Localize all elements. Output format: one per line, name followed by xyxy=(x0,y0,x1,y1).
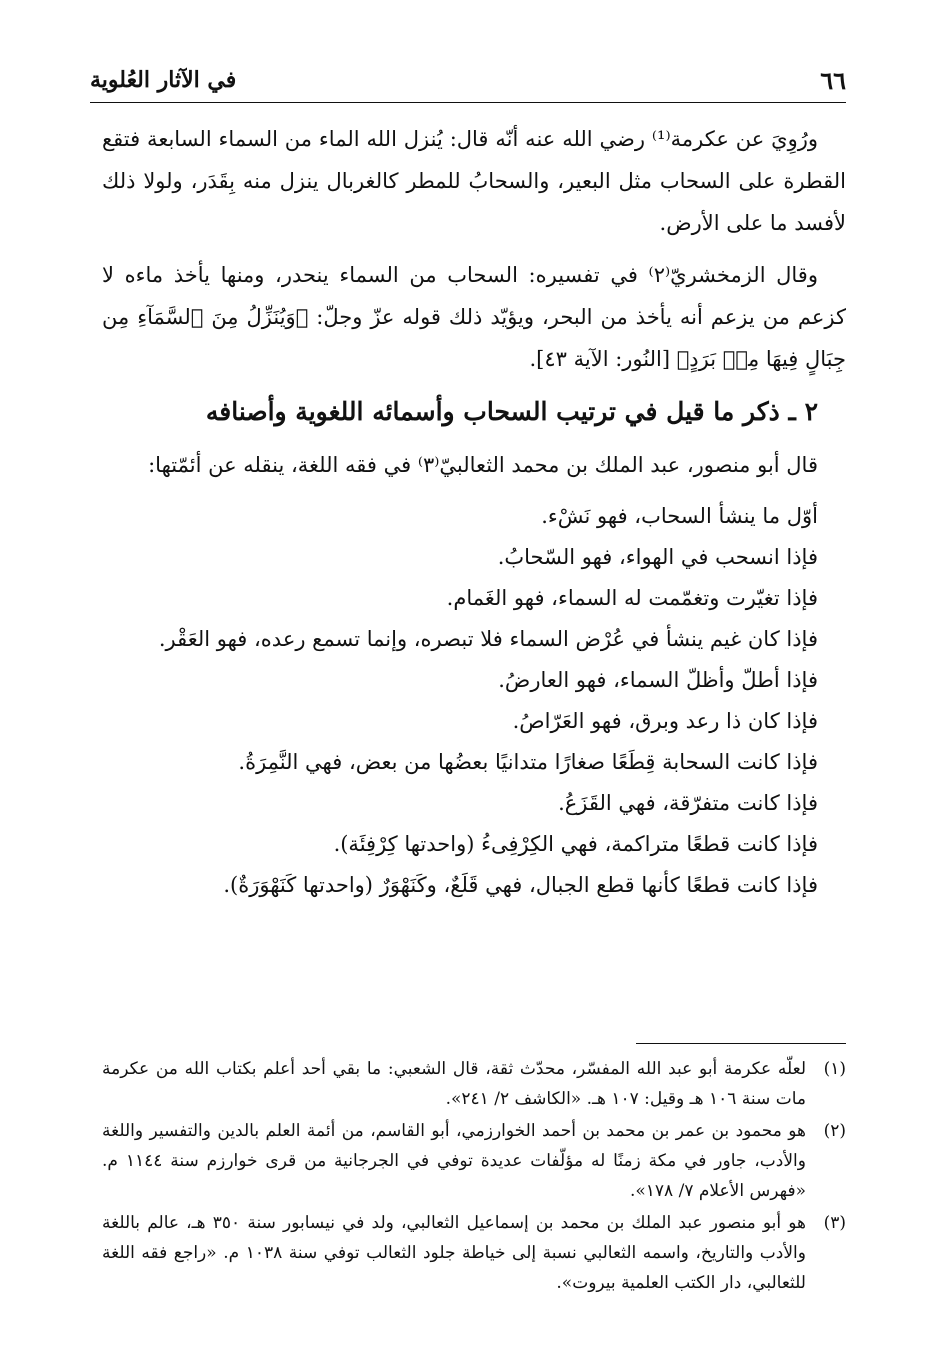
definition-item: فإذا تغيّرت وتغمّمت له السماء، فهو الغَمام. xyxy=(446,586,818,610)
definition-item: أوّل ما ينشأ السحاب، فهو نَشْء. xyxy=(541,504,818,528)
footnote xyxy=(102,1054,846,1114)
paragraph-zamakhshari: وقال الزمخشريّ⁽٢⁾ في تفسيره: السحاب من السماء ينحدر، ومنها يأخذ ماءه لا كزعم من يزعم أنه يأخذ من البحر، ويؤيّد ذلك قوله عزّ وجلّ: ﴿وَيُنَزِّلُ مِنَ ٱلسَّمَآءِ مِن جِبَالٍ فِيهَا مِنۢ بَرَدٍ﴾ [النُور: الآية ٤٣]. xyxy=(102,263,846,371)
main-text xyxy=(102,118,846,906)
definition-item: فإذا انسحب في الهواء، فهو السّحابُ. xyxy=(497,545,818,569)
footnote-text: لعلّه عكرمة أبو عبد الله المفسّر، محدّث ثقة، قال الشعبي: ما بقي أحد أعلم بكتاب الله من عكرمة مات سنة ١٠٦ هـ وقيل: ١٠٧ هـ. «الكاشف ٢/ ٢٤١». xyxy=(102,1059,806,1109)
page-number: ٦٦ xyxy=(820,65,846,95)
page-header xyxy=(90,58,846,103)
definition-item: فإذا كان غيم ينشأ في عُرْض السماء فلا تبصره، وإنما تسمع رعده، فهو العَقْر. xyxy=(158,627,818,651)
footnote-number: (٣) xyxy=(823,1213,846,1233)
footnote-text: هو أبو منصور عبد الملك بن محمد بن إسماعيل الثعالبي، ولد في نيسابور سنة ٣٥٠ هـ، عالم باللغة والأدب والتاريخ، واسمه الثعالبي نسبة إلى خياطة جلود الثعالب توفي سنة ١٠٣٨ م. «راجع فقه اللغة للثعالبي، دار الكتب العلمية بيروت». xyxy=(102,1213,806,1293)
footnote-text: هو محمود بن عمر بن محمد بن أحمد الخوارزمي، أبو القاسم، من أئمة العلم بالدين والتفسير واللغة والأدب، جاور في مكة زمنًا له مؤلّفات عديدة توفي في الجرجانية من قرى خوارزم سنة ١١٤٤ م. «فهرس الأعلام ٧/ ١٧٨». xyxy=(102,1121,806,1201)
definition-item: فإذا كانت قطعًا متراكمة، فهي الكِرْفِىءُ (واحدتها كِرْفِئَة). xyxy=(333,832,818,856)
definition-item: فإذا كانت السحابة قِطَعًا صغارًا متدانيًا بعضُها من بعض، فهي النَّمِرَةُ. xyxy=(238,750,818,774)
definition-item: فإذا أطلّ وأظلّ السماء، فهو العارضُ. xyxy=(498,668,818,692)
definition-item: فإذا كان ذا رعد وبرق، فهو العَرّاصُ. xyxy=(512,709,818,733)
definition-item: فإذا كانت متفرّقة، فهي القَزَعُ. xyxy=(558,791,818,815)
paragraph-thaalibi: قال أبو منصور، عبد الملك بن محمد الثعالبيّ⁽٣⁾ في فقه اللغة، ينقله عن أئمّتها: xyxy=(148,453,818,477)
definition-item: فإذا كانت قطعًا كأنها قطع الجبال، فهي قَلَعٌ، وكَنَهْوَرٌ (واحدتها كَنَهْوَرَةٌ). xyxy=(223,873,818,897)
section-heading: ٢ ـ ذكر ما قيل في ترتيب السحاب وأسمائه اللغوية وأصنافه xyxy=(205,397,818,426)
footnotes xyxy=(102,1054,846,1300)
footnote xyxy=(102,1208,846,1298)
paragraph-ikrima: ورُوِيَ عن عكرمة⁽¹⁾ رضي الله عنه أنّه قال: يُنزل الله الماء من السماء السابعة فتقع القطرة على السحاب مثل البعير، والسحابُ للمطر كالغربال ينزل منه بِقَدَر، ولولا ذلك لأفسد ما على الأرض. xyxy=(102,127,846,235)
footnote xyxy=(102,1116,846,1206)
running-title: في الآثار العُلوية xyxy=(90,67,237,93)
footnote-separator xyxy=(636,1043,846,1044)
footnote-number: (٢) xyxy=(823,1121,846,1141)
cloud-definitions-list xyxy=(102,496,846,906)
footnote-number: (١) xyxy=(823,1059,846,1079)
